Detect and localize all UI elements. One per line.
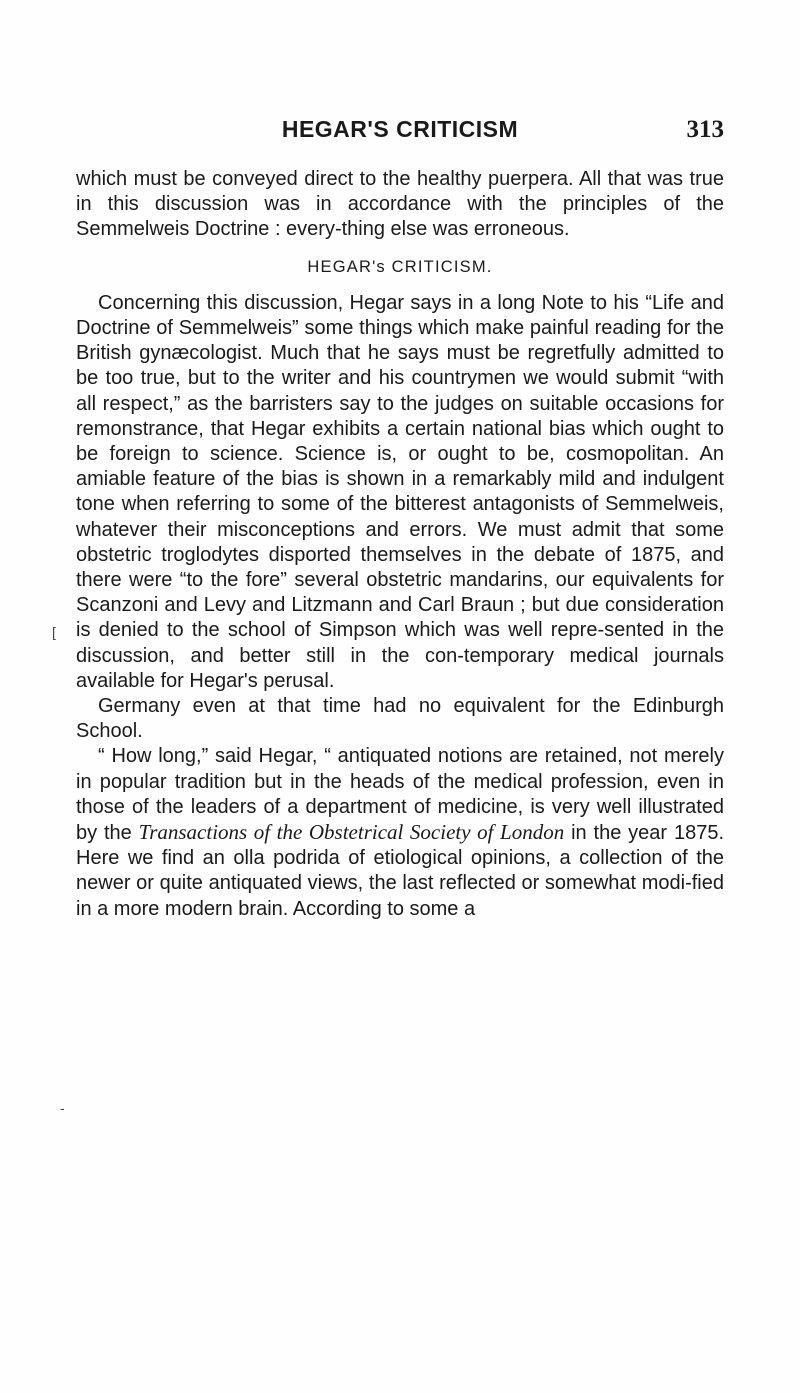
paragraph-with-citation [76, 744, 724, 921]
margin-mark: [ [52, 624, 56, 640]
italic-citation: Transactions of the Obstetrical Society of London [138, 820, 565, 845]
body-text [76, 167, 724, 922]
paragraph-text: “ How long,” said Hegar, “ antiquated notions are retained, not merely in popular tradition but in the heads of the medical profession, even in those of the leaders of a department of medicine, is very well illustrated by the [76, 745, 724, 845]
section-heading: HEGAR's CRITICISM. [307, 257, 493, 276]
page-number: 313 [686, 116, 724, 143]
paragraph-continued: which must be conveyed direct to the healthy puerpera. All that was true in this discussion was in accordance with the principles of the Semmelweis Doctrine : every-thing else was erroneous. [76, 168, 724, 241]
paragraph: Concerning this discussion, Hegar says in a long Note to his “Life and Doctrine of Semmelweis” some things which make painful reading for the British gynæcologist. Much that he says must be regretfully admitted to be too true, but to the writer and his countrymen we would submit “with all respect,” as the barristers say to the judges on suitable occasions for remonstrance, that Hegar exhibits a certain national bias which ought to be foreign to science. Science is, or ought to be, cosmopolitan. An amiable feature of the bias is shown in a remarkably mild and indulgent tone when referring to some of the bitterest antagonists of Semmelweis, whatever their misconceptions and errors. We must admit that some obstetric troglodytes disported themselves in the debate of 1875, and there were “to the fore” several obstetric mandarins, our equivalents for Scanzoni and Levy and Litzmann and Carl Braun ; but due consideration is denied to the school of Simpson which was well repre-sented in the discussion, and better still in the con-temporary medical journals available for Hegar's perusal. [76, 291, 724, 692]
running-head [76, 116, 724, 146]
margin-mark: - [60, 1100, 65, 1116]
paragraph-text: in the year 1875. Here we find an olla podrida of etiological opinions, a collection of the newer or quite antiquated views, the last reflected or somewhat modi-fied in a more modern brain. According to some a [76, 822, 725, 920]
paragraph: Germany even at that time had no equivalent for the Edinburgh School. [76, 695, 724, 743]
running-title: HEGAR'S CRITICISM [281, 116, 519, 142]
